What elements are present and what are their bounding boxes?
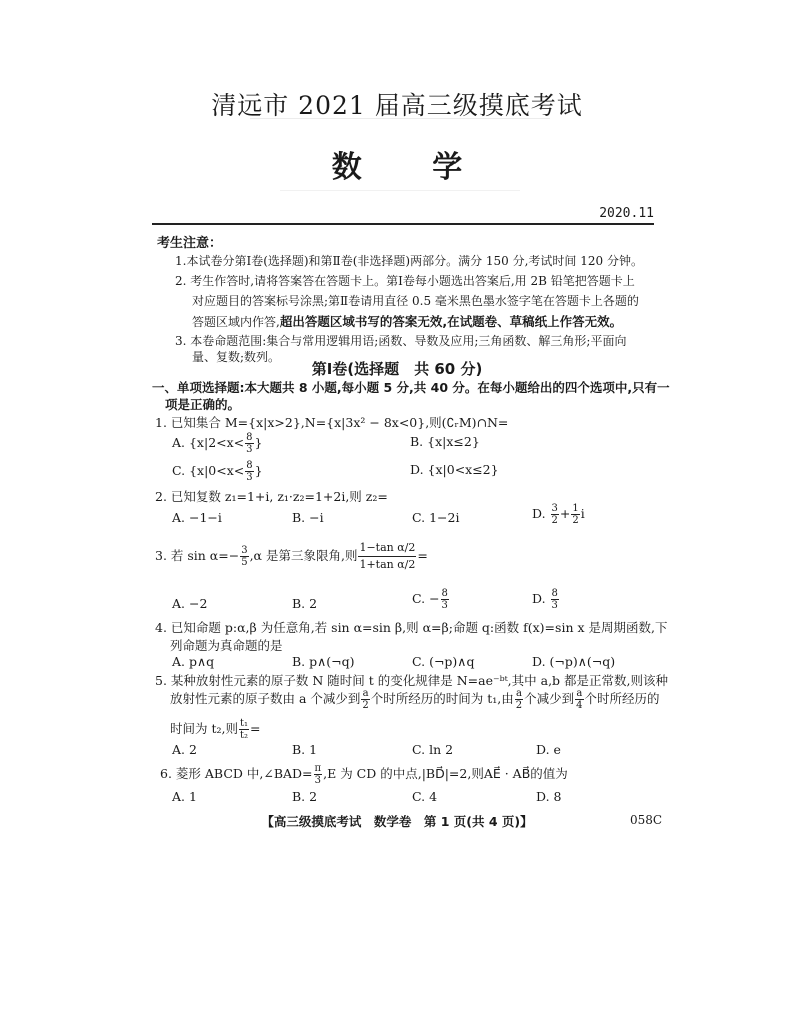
q3-stem-mid: ,α 是第三象限角,则 — [249, 548, 358, 563]
question-2-option-d — [532, 503, 585, 526]
paper-code: 058C — [630, 813, 663, 827]
numerator: 8 — [246, 460, 253, 471]
denominator: 3 — [246, 444, 253, 455]
denominator: 3 — [551, 600, 558, 611]
q3-equals: = — [417, 548, 428, 563]
q1-c-text: C. {x|0<x< — [172, 463, 245, 478]
notice-item-2c — [192, 312, 622, 330]
numerator: t₁ — [239, 718, 249, 729]
denominator: 2 — [551, 515, 558, 526]
question-1-option-b: B. {x|x≤2} — [410, 434, 480, 449]
numerator: a — [362, 688, 369, 699]
q5-fraction-1 — [361, 688, 369, 711]
question-3-option-b: B. 2 — [292, 596, 318, 611]
question-3-option-c — [412, 588, 450, 611]
q3-tan-fraction — [358, 540, 416, 573]
question-4-option-b: B. p∧(¬q) — [292, 654, 355, 669]
denominator: 3 — [441, 600, 448, 611]
question-3-option-a: A. −2 — [172, 596, 208, 611]
question-5-stem-1: 5. 某种放射性元素的原子数 N 随时间 t 的变化规律是 N=ae⁻ᵇᵗ,其中 a,b 都是正常数,则该种 — [155, 673, 668, 688]
question-6-option-a: A. 1 — [172, 789, 197, 804]
numerator: 1 — [572, 503, 579, 514]
q3-d-label: D. — [532, 591, 550, 606]
q5-ratio-fraction — [239, 718, 249, 741]
numerator: 8 — [551, 588, 558, 599]
numerator: 8 — [246, 432, 253, 443]
q5-stem2-text: 放射性元素的原子数由 a 个减少到 — [170, 691, 361, 706]
q2-d-label: D. — [532, 506, 550, 521]
question-4-stem-2: 列命题为真命题的是 — [170, 638, 283, 653]
q5-stem2-mid2: 个减少到 — [524, 691, 575, 706]
numerator: 1−tan α/2 — [358, 540, 416, 557]
denominator: 5 — [241, 557, 248, 568]
question-6-option-c: C. 4 — [412, 789, 438, 804]
q6-stem-end: ,E 为 CD 的中点,|BD⃗|=2,则AE⃗ · AB⃗的值为 — [323, 766, 568, 781]
q3-c-label: C. − — [412, 591, 440, 606]
q5-equals: = — [250, 721, 261, 736]
numerator: 8 — [441, 588, 448, 599]
denominator: 3 — [246, 472, 253, 483]
exam-date: 2020.11 — [599, 206, 654, 221]
denominator: t₂ — [239, 730, 249, 741]
question-4-option-d: D. (¬p)∧(¬q) — [532, 654, 616, 669]
question-5-stem-3 — [170, 718, 261, 741]
numerator: π — [314, 763, 322, 774]
notice-heading: 考生注意： — [157, 236, 223, 251]
question-2-stem: 2. 已知复数 z₁=1+i, z₁·z₂=1+2i,则 z₂= — [155, 489, 388, 504]
question-2-option-b: B. −i — [292, 510, 324, 525]
q5-stem2-end: 个时所经历的 — [584, 691, 660, 706]
question-1-stem: 1. 已知集合 M={x|x>2},N={x|3x² − 8x<0},则(∁ᵣM)∩N= — [155, 415, 509, 430]
header-rule — [152, 223, 654, 225]
q3-c-fraction — [441, 588, 449, 611]
denominator: 3 — [314, 775, 322, 786]
numerator: a — [576, 688, 583, 699]
q2-d-plus: + — [559, 506, 571, 521]
question-2-option-c: C. 1−2i — [412, 510, 460, 525]
q5-stem3-text: 时间为 t₂,则 — [170, 721, 238, 736]
numerator: 3 — [241, 545, 248, 556]
q1-a-fraction — [245, 432, 253, 455]
question-1-option-a — [172, 432, 262, 455]
denominator: 4 — [576, 700, 583, 711]
notice-warning: 超出答题区域书写的答案无效,在试题卷、草稿纸上作答无效。 — [279, 314, 623, 329]
question-5-stem-2 — [170, 688, 660, 711]
denominator: 2 — [362, 700, 369, 711]
q5-fraction-2 — [515, 688, 523, 711]
notice-item-1: 1.本试卷分第Ⅰ卷(选择题)和第Ⅱ卷(非选择题)两部分。满分 150 分,考试时间 120 分钟。 — [175, 254, 643, 268]
numerator: a — [515, 688, 522, 699]
q3-sin-fraction — [240, 545, 248, 568]
q1-a-close: } — [254, 435, 263, 450]
denominator: 2 — [572, 515, 579, 526]
question-6-option-b: B. 2 — [292, 789, 318, 804]
question-5-option-c: C. ln 2 — [412, 742, 454, 757]
q2-d-i: i — [580, 506, 585, 521]
section-heading: 第Ⅰ卷(选择题 共 60 分) — [311, 360, 483, 378]
q6-angle-fraction — [314, 763, 323, 786]
question-5-option-b: B. 1 — [292, 742, 318, 757]
q6-stem-text: 6. 菱形 ABCD 中,∠BAD= — [160, 766, 313, 781]
question-5-option-d: D. e — [536, 742, 561, 757]
denominator: 1+tan α/2 — [359, 558, 416, 571]
numerator: 3 — [551, 503, 558, 514]
exam-title: 清远市 2021 届高三级摸底考试 — [211, 91, 583, 120]
q2-d-fraction-1 — [551, 503, 559, 526]
q3-d-fraction — [551, 588, 559, 611]
notice-item-3b: 量、复数;数列。 — [192, 350, 281, 364]
notice-item-2c-text: 答题区域内作答, — [192, 315, 280, 329]
q3-stem-text: 3. 若 sin α=− — [155, 548, 240, 563]
question-6-option-d: D. 8 — [536, 789, 562, 804]
question-4-option-c: C. (¬p)∧q — [412, 654, 475, 669]
notice-item-2b: 对应题目的答案标号涂黑;第Ⅱ卷请用直径 0.5 毫米黑色墨水签字笔在答题卡上各题的 — [192, 294, 639, 308]
part1-instruction-cont: 项是正确的。 — [165, 397, 241, 412]
question-4-option-a: A. p∧q — [172, 654, 215, 669]
question-3-option-d — [532, 588, 560, 611]
scan-noise — [280, 190, 520, 191]
subject-title: 数 学 — [331, 150, 493, 185]
q1-a-text: A. {x|2<x< — [172, 435, 245, 450]
q5-fraction-3 — [575, 688, 583, 711]
notice-item-2a: 2. 考生作答时,请将答案答在答题卡上。第Ⅰ卷每小题选出答案后,用 2B 铅笔把答题卡上 — [175, 274, 635, 288]
q2-d-fraction-2 — [571, 503, 579, 526]
page-footer: 【高三级摸底考试 数学卷 第 1 页(共 4 页)】 — [261, 814, 533, 829]
q5-stem2-mid: 个时所经历的时间为 t₁,由 — [370, 691, 514, 706]
question-6-stem — [160, 763, 568, 786]
part1-instruction: 一、单项选择题:本大题共 8 小题,每小题 5 分,共 40 分。在每小题给出的四个选项中,只有一 — [152, 380, 670, 395]
notice-item-3a: 3. 本卷命题范围:集合与常用逻辑用语;函数、导数及应用;三角函数、解三角形;平面向 — [175, 334, 627, 348]
question-5-option-a: A. 2 — [172, 742, 197, 757]
question-4-stem-1: 4. 已知命题 p:α,β 为任意角,若 sin α=sin β,则 α=β;命题 q:函数 f(x)=sin x 是周期函数,下 — [155, 620, 668, 635]
q1-c-fraction — [245, 460, 253, 483]
question-3-stem — [155, 540, 428, 573]
q1-c-close: } — [254, 463, 263, 478]
denominator: 2 — [515, 700, 523, 711]
question-2-option-a: A. −1−i — [172, 510, 222, 525]
question-1-option-d: D. {x|0<x≤2} — [410, 462, 499, 477]
question-1-option-c — [172, 460, 263, 483]
